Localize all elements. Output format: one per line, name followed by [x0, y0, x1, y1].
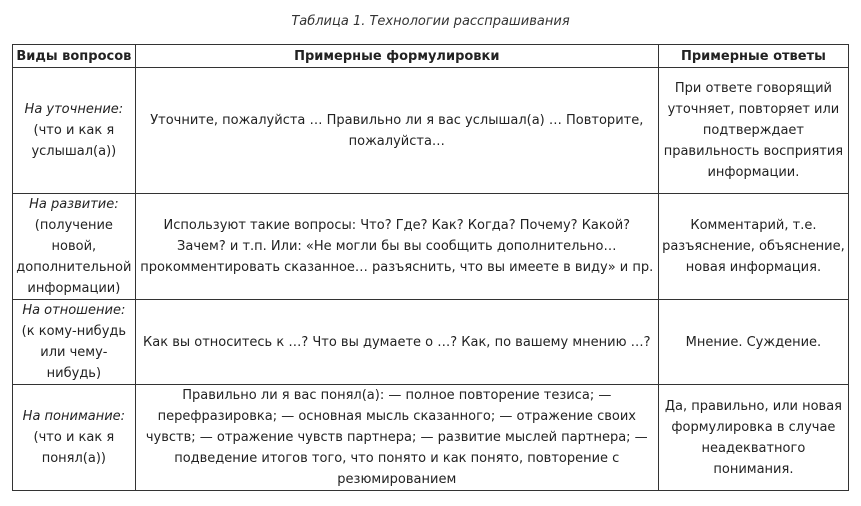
question-type-cell	[13, 385, 136, 491]
question-type-title: На понимание:	[22, 409, 126, 424]
answers-cell: Мнение. Суждение.	[658, 300, 848, 385]
table-header-row	[13, 45, 849, 68]
table-row	[13, 194, 849, 300]
question-type-title: На отношение:	[22, 303, 126, 318]
header-question-types: Виды вопросов	[13, 45, 136, 68]
answers-cell: При ответе говорящий уточняет, повторяет или подтверждает правильность восприятия информации.	[658, 68, 848, 194]
header-example-phrasings: Примерные формулировки	[135, 45, 658, 68]
question-type-note: (к кому-нибудь или чему-нибудь)	[21, 324, 127, 381]
table-row	[13, 385, 849, 491]
question-type-title: На развитие:	[29, 197, 119, 212]
phrasing-cell: Правильно ли я вас понял(а): — полное повторение тезиса; — перефразировка; — основная мысль сказанного; — отражение своих чувств; — отражение чувств партнера; — развитие мыслей партнера; — подведение итогов того, что понято и как понято, повторение с резюмированием	[135, 385, 658, 491]
phrasing-cell: Как вы относитесь к …? Что вы думаете о …? Как, по вашему мнению …?	[135, 300, 658, 385]
question-type-note: (что и как я понял(а))	[33, 430, 115, 466]
question-type-cell	[13, 300, 136, 385]
question-type-note: (получение новой, дополнительной информации)	[16, 218, 132, 296]
phrasing-cell: Уточните, пожалуйста … Правильно ли я вас услышал(а) … Повторите, пожалуйста…	[135, 68, 658, 194]
phrasing-cell: Используют такие вопросы: Что? Где? Как? Когда? Почему? Какой? Зачем? и т.п. Или: «Не могли бы вы сообщить дополнительно… прокомментировать сказанное… разъяснить, что вы имеете в виду» и пр.	[135, 194, 658, 300]
table-row	[13, 300, 849, 385]
question-type-note: (что и как я услышал(а))	[31, 123, 117, 159]
technologies-table	[12, 44, 849, 491]
header-example-answers: Примерные ответы	[658, 45, 848, 68]
answers-cell: Да, правильно, или новая формулировка в случае неадекватного понимания.	[658, 385, 848, 491]
answers-cell: Комментарий, т.е. разъяснение, объяснение, новая информация.	[658, 194, 848, 300]
question-type-cell	[13, 194, 136, 300]
question-type-title: На уточнение:	[24, 102, 124, 117]
table-row	[13, 68, 849, 194]
question-type-cell	[13, 68, 136, 194]
table-caption: Таблица 1. Технологии расспрашивания	[291, 14, 570, 29]
